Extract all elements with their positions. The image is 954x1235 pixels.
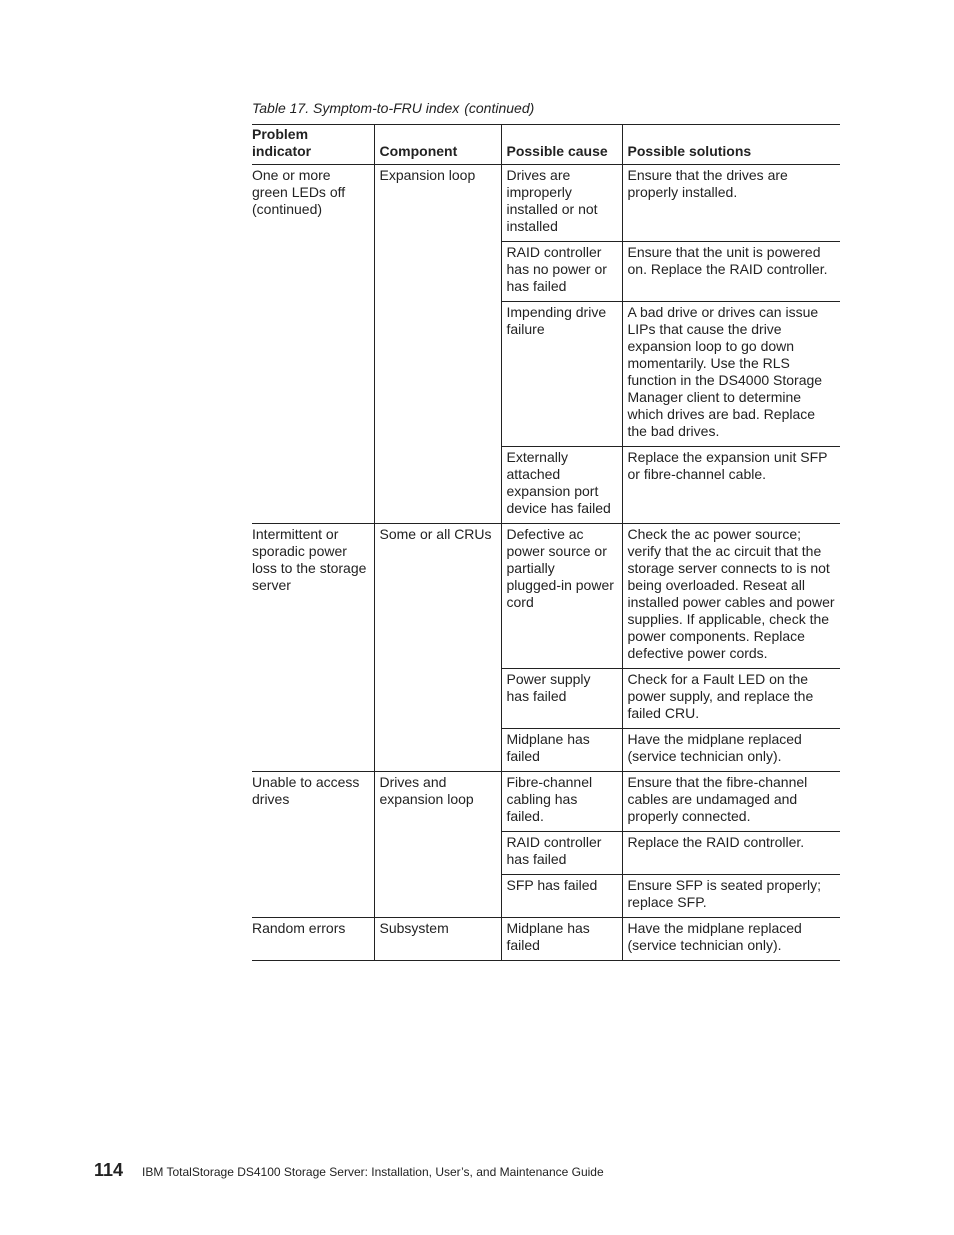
header-component (374, 125, 501, 165)
problem-indicator-text: Intermittent or sporadic power loss to the storage server (252, 526, 367, 593)
possible-cause-text: Midplane has failed (506, 731, 590, 764)
possible-solution-cell (622, 165, 840, 242)
table-caption-suffix: (continued) (464, 100, 535, 116)
possible-solution-text: Check the ac power source; verify that the ac circuit that the storage server connects to is not being overloaded. Reseat all installed power cables and power supplies. If applicable, check the power components. Replace defective power cords. (627, 526, 835, 661)
possible-cause-cell (501, 832, 622, 875)
possible-solution-cell (622, 669, 840, 729)
table-body (252, 165, 840, 961)
possible-cause-cell (501, 447, 622, 524)
possible-solution-cell (622, 242, 840, 302)
possible-cause-cell (501, 918, 622, 961)
table-header-row (252, 125, 840, 165)
possible-solution-text: Check for a Fault LED on the power supply, and replace the failed CRU. (627, 671, 814, 721)
header-possible-solutions (622, 125, 840, 165)
possible-cause-text: Drives are improperly installed or not installed (506, 167, 598, 234)
component-cell (374, 772, 501, 918)
problem-indicator-text: Unable to access drives (252, 774, 360, 807)
possible-solution-cell (622, 875, 840, 918)
possible-cause-cell (501, 669, 622, 729)
component-text: Subsystem (379, 920, 449, 936)
problem-indicator-cell (252, 165, 374, 524)
possible-solution-text: Replace the expansion unit SFP or fibre-channel cable. (627, 449, 828, 482)
header-possible-cause (501, 125, 622, 165)
symptom-to-fru-table (252, 124, 840, 961)
table-caption-label: Table 17. Symptom-to-FRU index (252, 100, 460, 116)
header-component-text: Component (379, 143, 458, 159)
possible-cause-text: RAID controller has no power or has failed (506, 244, 607, 294)
component-cell (374, 165, 501, 524)
possible-solution-text: Ensure SFP is seated properly; replace SFP. (627, 877, 822, 910)
header-problem-indicator (252, 125, 374, 165)
possible-solution-text: Ensure that the unit is powered on. Replace the RAID controller. (627, 244, 828, 277)
component-cell (374, 918, 501, 961)
possible-cause-text: SFP has failed (506, 877, 598, 893)
possible-solution-text: Ensure that the fibre-channel cables are undamaged and properly connected. (627, 774, 808, 824)
possible-cause-cell (501, 242, 622, 302)
possible-cause-text: Externally attached expansion port device has failed (506, 449, 611, 516)
possible-solution-cell (622, 302, 840, 447)
header-solutions-text: Possible solutions (627, 143, 752, 159)
problem-indicator-cell (252, 524, 374, 772)
possible-cause-text: Impending drive failure (506, 304, 607, 337)
possible-solution-text: Have the midplane replaced (service technician only). (627, 920, 802, 953)
header-cause-text: Possible cause (506, 143, 608, 159)
header-problem-text: Problem indicator (252, 126, 312, 159)
possible-cause-text: RAID controller has failed (506, 834, 602, 867)
problem-indicator-cell (252, 918, 374, 961)
component-text: Drives and expansion loop (379, 774, 474, 807)
table-row (252, 524, 840, 669)
component-text: Expansion loop (379, 167, 476, 183)
possible-cause-cell (501, 524, 622, 669)
possible-cause-cell (501, 302, 622, 447)
problem-indicator-text: One or more green LEDs off (continued) (252, 167, 346, 217)
possible-solution-text: Replace the RAID controller. (627, 834, 805, 850)
possible-cause-cell (501, 729, 622, 772)
possible-cause-text: Power supply has failed (506, 671, 591, 704)
page-number: 114 (94, 1160, 124, 1180)
possible-solution-cell (622, 729, 840, 772)
component-text: Some or all CRUs (379, 526, 492, 542)
possible-solution-text: Have the midplane replaced (service technician only). (627, 731, 802, 764)
table-row (252, 165, 840, 242)
possible-cause-text: Defective ac power source or partially plugged-in power cord (506, 526, 614, 610)
possible-cause-text: Midplane has failed (506, 920, 590, 953)
possible-cause-text: Fibre-channel cabling has failed. (506, 774, 593, 824)
component-cell (374, 524, 501, 772)
possible-cause-cell (501, 875, 622, 918)
possible-solution-cell (622, 772, 840, 832)
possible-solution-cell (622, 524, 840, 669)
possible-solution-cell (622, 918, 840, 961)
possible-solution-cell (622, 447, 840, 524)
possible-solution-text: A bad drive or drives can issue LIPs that cause the drive expansion loop to go down momentarily. Use the RLS function in the DS4000 Storage Manager client to determine which drives are bad. Replace the bad drives. (627, 304, 823, 439)
problem-indicator-cell (252, 772, 374, 918)
table-row (252, 772, 840, 832)
possible-cause-cell (501, 165, 622, 242)
possible-solution-cell (622, 832, 840, 875)
problem-indicator-text: Random errors (252, 920, 346, 936)
page-footer (94, 1160, 604, 1181)
possible-cause-cell (501, 772, 622, 832)
footer-title: IBM TotalStorage DS4100 Storage Server: Installation, User’s, and Maintenance Guide (142, 1165, 604, 1179)
possible-solution-text: Ensure that the drives are properly installed. (627, 167, 788, 200)
table-row (252, 918, 840, 961)
table-caption (252, 100, 534, 116)
